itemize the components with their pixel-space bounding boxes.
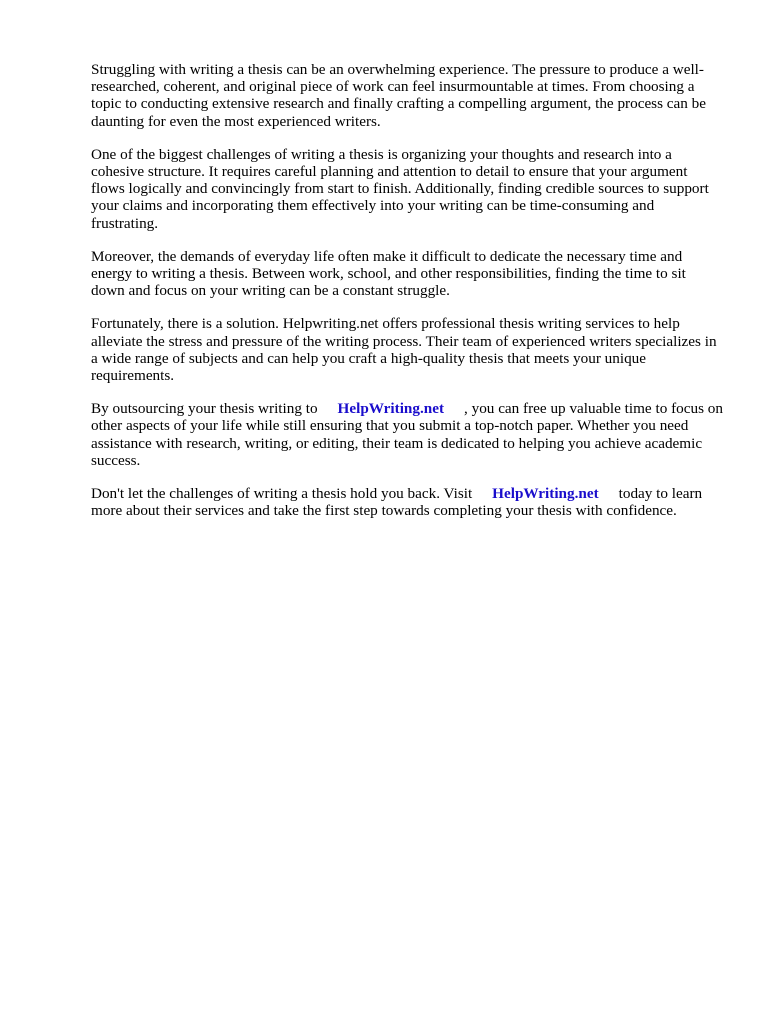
paragraph-cta-text-after: today to learn more about their services and take the first step towards completing your thesis with confidence. — [91, 485, 703, 520]
paragraph-outsourcing-text-before: By outsourcing your thesis writing to — [91, 400, 318, 418]
paragraph-solution: Fortunately, there is a solution. Helpwriting.net offers professional thesis writing services to help alleviate the stress and pressure of the writing process. Their team of experienced writers specializes in a wide range of subjects and can help you craft a high-quality thesis that meets your unique requirements. — [91, 315, 717, 385]
paragraph-cta-text-before: Don't let the challenges of writing a thesis hold you back. Visit — [91, 485, 473, 503]
paragraph-intro: Struggling with writing a thesis can be an overwhelming experience. The pressure to produce a well-researched, coherent, and original piece of work can feel insurmountable at times. From choosing a topic to conducting extensive research and finally crafting a compelling argument, the process can be daunting for even the most experienced writers. — [91, 61, 707, 130]
paragraph-call-to-action — [91, 485, 723, 519]
paragraph-challenges: One of the biggest challenges of writing a thesis is organizing your thoughts and research into a cohesive structure. It requires careful planning and attention to detail to ensure that your argument flows logically and convincingly from start to finish. Additionally, finding credible sources to support your claims and incorporating them effectively into your writing can be time-consuming and frustrating. — [91, 145, 709, 232]
paragraph-demands: Moreover, the demands of everyday life often make it difficult to dedicate the necessary time and energy to writing a thesis. Between work, school, and other responsibilities, finding the time to sit down and focus on your writing can be a constant struggle. — [91, 247, 686, 300]
document-page — [91, 61, 723, 535]
paragraph-outsourcing — [91, 400, 723, 469]
paragraph-outsourcing-text-after: , you can free up valuable time to focus on other aspects of your life while still ensuring that you submit a top-notch paper. Whether you need assistance with research, writing, or editing, their team is dedicated to helping you achieve academic success. — [91, 400, 723, 469]
helpwriting-link-1[interactable]: HelpWriting.net — [337, 400, 445, 418]
helpwriting-link-2[interactable]: HelpWriting.net — [492, 485, 599, 503]
